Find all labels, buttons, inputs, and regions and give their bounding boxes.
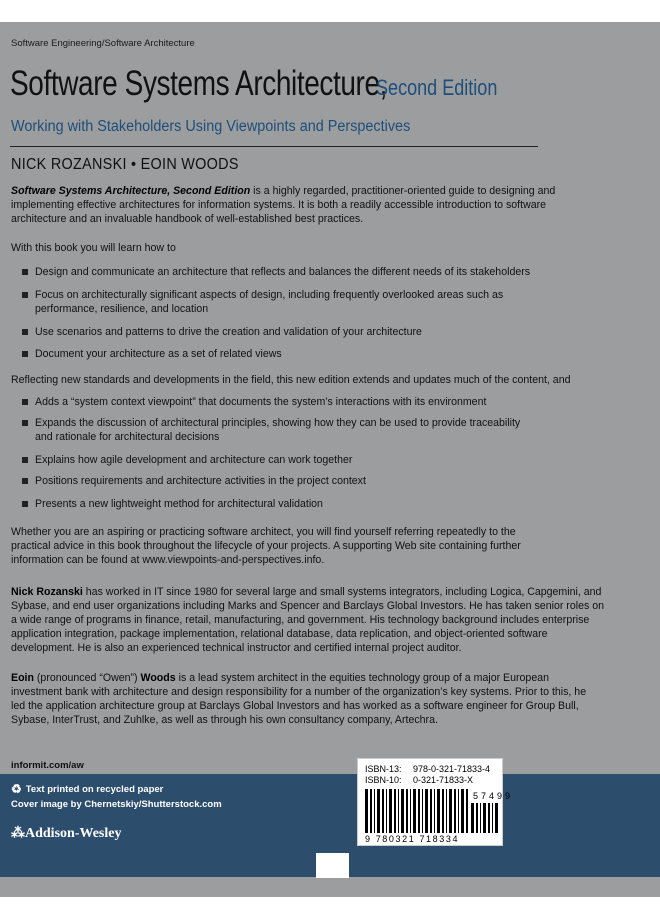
new-edition-item: Adds a “system context viewpoint” that documents the system’s interactions with its environment xyxy=(22,396,486,410)
authors: NICK ROZANSKI • EOIN WOODS xyxy=(11,156,239,173)
barcode-bar xyxy=(410,789,411,833)
bullet-square-icon xyxy=(22,399,28,405)
barcode-bar xyxy=(458,789,459,833)
category-label: Software Engineering/Software Architecture xyxy=(11,38,195,49)
barcode-bar xyxy=(437,789,440,833)
learn-item: Document your architecture as a set of related views xyxy=(22,348,282,362)
intro-text: is a highly regarded, practitioner-oriented guide to designing and implementing effective architectures for information systems. It is both a readily accessible introduction to software architecture and an invaluable handbook of well-established best practices. xyxy=(11,185,556,225)
recycle-icon: ♻ xyxy=(11,782,22,796)
edition-label: Second Edition xyxy=(376,75,498,100)
learn-item: Use scenarios and patterns to drive the creation and validation of your architecture xyxy=(22,326,422,340)
barcode-bar xyxy=(442,789,444,833)
barcode-bar xyxy=(398,789,399,833)
bullet-square-icon xyxy=(22,329,28,335)
bullet-square-icon xyxy=(22,351,28,357)
barcode-bar xyxy=(446,789,447,833)
barcode-bar xyxy=(370,789,372,833)
barcode-bar xyxy=(413,789,416,833)
bullet-square-icon xyxy=(22,269,28,275)
bio-woods-first: Eoin xyxy=(11,672,34,684)
publisher-logo: ⁂Addison-Wesley xyxy=(11,826,122,841)
barcode-bar xyxy=(430,789,432,833)
barcode-bar xyxy=(476,803,478,833)
barcode-bar xyxy=(394,789,396,833)
barcode-bar xyxy=(449,789,452,833)
isbn13-line: ISBN-13: 978-0-321-71833-4 xyxy=(365,764,491,774)
learn-item: Design and communicate an architecture that reflects and balances the different needs of its stakeholders xyxy=(22,266,530,280)
barcode-bar xyxy=(418,789,420,833)
barcode-bar xyxy=(480,803,481,833)
new-edition-item: Explains how agile development and architecture can work together xyxy=(22,454,352,468)
barcode-bar xyxy=(422,789,423,833)
website-link[interactable]: informit.com/aw xyxy=(11,760,84,771)
bio-rozanski-name: Nick Rozanski xyxy=(11,586,83,598)
price-barcode xyxy=(471,803,501,833)
barcode-bar xyxy=(389,789,392,833)
barcode-bar xyxy=(434,789,435,833)
barcode-bar xyxy=(425,789,428,833)
learn-item: Focus on architecturally significant aspects of design, including frequently overlooked areas such as performance, resilience, and location xyxy=(22,289,552,316)
new-edition-item: Expands the discussion of architectural principles, showing how they can be used to provide traceability and rationale for architectural decisions xyxy=(22,417,522,444)
cover-credit: Cover image by Chernetskiy/Shutterstock.com xyxy=(11,799,222,810)
barcode-bar xyxy=(365,789,368,833)
blank-label xyxy=(316,853,349,878)
barcode-bar xyxy=(406,789,408,833)
isbn-barcode-box xyxy=(357,758,514,846)
barcode-bar xyxy=(377,789,380,833)
isbn10-line: ISBN-10: 0-321-71833-X xyxy=(365,775,474,785)
ean-digits: 9 780321 718334 xyxy=(365,834,460,844)
intro-paragraph xyxy=(11,184,571,226)
bullet-square-icon xyxy=(22,457,28,463)
barcode-bar xyxy=(461,789,464,833)
barcode-bar xyxy=(495,803,498,833)
title-divider xyxy=(10,146,538,147)
ean-barcode xyxy=(365,789,469,833)
barcode-bar xyxy=(471,803,474,833)
bullet-square-icon xyxy=(22,420,28,426)
barcode-bar xyxy=(466,789,468,833)
barcode-bar xyxy=(382,789,384,833)
book-title: Software Systems Architecture, xyxy=(10,64,388,103)
barcode-bar xyxy=(488,803,490,833)
new-edition-item: Presents a new lightweight method for architectural validation xyxy=(22,498,323,512)
bullet-square-icon xyxy=(22,292,28,298)
back-cover xyxy=(0,22,660,897)
closing-paragraph: Whether you are an aspiring or practicing software architect, you will find yourself referring repeatedly to the practical advice in this book throughout the lifecycle of your projects. A supporting Web site containing further information can be found at www.viewpoints-and-perspectives.info. xyxy=(11,526,521,566)
publisher-mark-icon: ⁂ xyxy=(11,826,25,841)
bio-rozanski: Nick Rozanski has worked in IT since 1980 for several large and small systems integrators, including Logica, Capgemini, and Sybase, and end user organizations including Marks and Spencer and Barclays Global Investors. He has taken senior roles on a wide range of programs in finance, retail, manufacturing, and government. His technology background includes enterprise application integration, package implementation, relational database, data replication, and object-oriented software development. He is also an experienced technical instructor and certified internal project auditor. xyxy=(11,586,604,654)
book-subtitle: Working with Stakeholders Using Viewpoints and Perspectives xyxy=(11,118,411,135)
barcode-bar xyxy=(401,789,404,833)
barcode-bar xyxy=(386,789,387,833)
bio-woods-last: Woods xyxy=(140,672,176,684)
price-code: 57499 xyxy=(473,791,514,801)
recycled-note: ♻ Text printed on recycled paper xyxy=(11,782,164,796)
barcode-bar xyxy=(374,789,375,833)
bio-woods: Eoin (pronounced “Owen”) Woods is a lead system architect in the equities technology group of a major European investment bank with architecture and design responsibility for a number of the organization’s key systems. Prior to this, he led the application architecture group at Barclays Global Investors and has worked as a software engineer for Group Bull, Sybase, InterTrust, and Zuhlke, as well as through his own consultancy company, Artechra. xyxy=(11,672,587,726)
barcode-bar xyxy=(483,803,486,833)
learn-lead: With this book you will learn how to xyxy=(11,242,176,254)
barcode-bar xyxy=(492,803,493,833)
bullet-square-icon xyxy=(22,501,28,507)
intro-title: Software Systems Architecture, Second Edition xyxy=(11,185,251,197)
bullet-square-icon xyxy=(22,478,28,484)
new-edition-lead: Reflecting new standards and developments in the field, this new edition extends and updates much of the content, and xyxy=(11,374,571,386)
barcode-bar xyxy=(454,789,456,833)
new-edition-item: Positions requirements and architecture activities in the project context xyxy=(22,475,366,489)
